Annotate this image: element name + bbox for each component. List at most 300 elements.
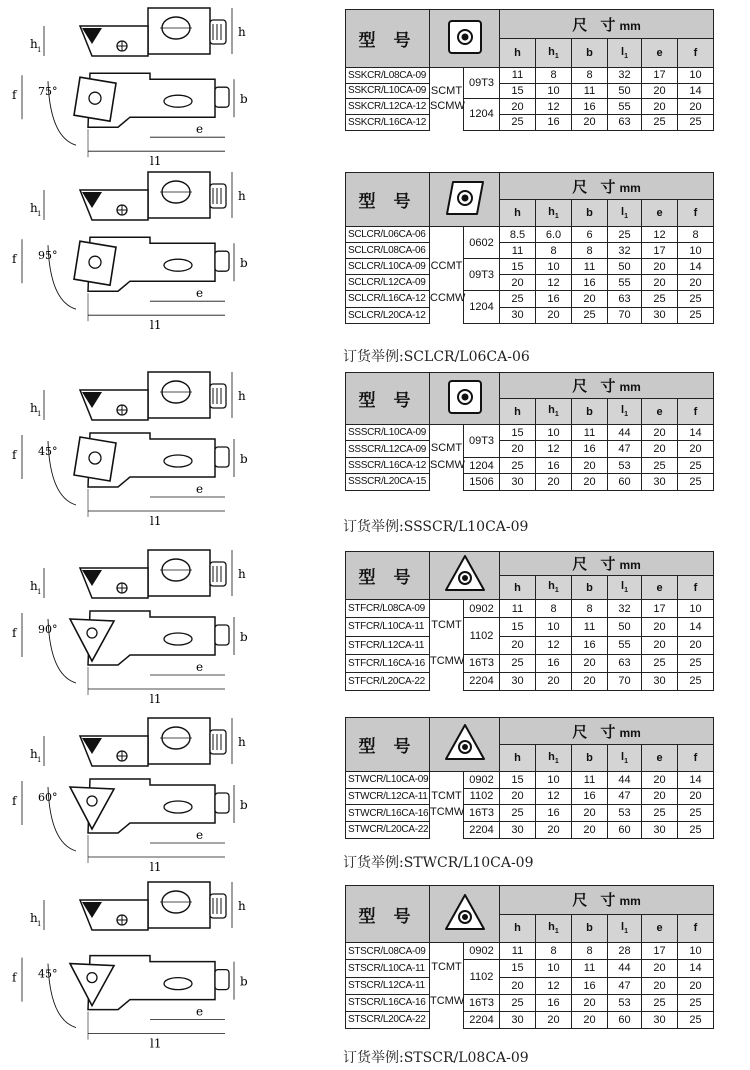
table-row <box>346 275 714 291</box>
order-example-label: 订货举例: <box>343 1050 404 1066</box>
dim-label-b: b <box>240 452 248 466</box>
header-dimensions <box>500 173 714 200</box>
dim-value-h: 30 <box>500 307 536 323</box>
dim-label-l1: l1 <box>150 1036 162 1051</box>
model-code: SSSCR/L10CA-09 <box>346 425 430 441</box>
angle-label: 75° <box>38 85 58 99</box>
dim-value-h1: 16 <box>536 805 572 822</box>
dim-value-b: 8 <box>572 600 608 618</box>
dim-value-e: 20 <box>642 425 678 441</box>
dim-value-h1: 8 <box>536 943 572 960</box>
dim-value-e: 20 <box>642 259 678 275</box>
model-code: STFCR/L12CA-11 <box>346 636 430 654</box>
dim-value-f: 20 <box>678 99 714 115</box>
triangle-insert-icon <box>443 552 487 596</box>
column-header-h1: $h_1$ <box>536 200 572 227</box>
insert-size: 2204 <box>464 821 500 838</box>
dim-value-e: 20 <box>642 83 678 99</box>
dim-value-f: 25 <box>678 672 714 690</box>
table-row <box>346 821 714 838</box>
dim-value-h1: 20 <box>536 1011 572 1028</box>
tool-section-ssscr <box>0 370 750 535</box>
dim-value-h: 25 <box>500 457 536 473</box>
column-header-l1: $l_1$ <box>608 576 642 600</box>
column-header-f: f <box>678 745 714 772</box>
column-header-f: f <box>678 576 714 600</box>
svg-text:h: h <box>238 567 246 581</box>
spec-table <box>345 717 714 839</box>
dim-value-h1: 10 <box>536 772 572 789</box>
header-unit: mm <box>619 894 641 909</box>
table-row <box>346 600 714 618</box>
header-insert <box>430 552 500 600</box>
column-header-f: f <box>678 914 714 943</box>
dim-value-h: 25 <box>500 994 536 1011</box>
angle-label: 60° <box>38 791 58 804</box>
order-example-code: SSSCR/L10CA-09 <box>403 519 529 535</box>
insert-grade-label: SCMT <box>430 442 463 455</box>
dim-value-h: 25 <box>500 115 536 131</box>
model-code: STWCR/L20CA-22 <box>346 821 430 838</box>
dim-value-b: 20 <box>572 821 608 838</box>
dim-value-e: 17 <box>642 943 678 960</box>
column-header-h: h <box>500 745 536 772</box>
model-code: SSKCR/L10CA-09 <box>346 83 430 99</box>
dim-value-f: 25 <box>678 291 714 307</box>
triangle-insert-icon <box>443 721 487 765</box>
dim-value-h1: 12 <box>536 788 572 805</box>
model-code: STWCR/L16CA-16 <box>346 805 430 822</box>
header-model: 型 号 <box>346 552 430 600</box>
dim-value-e: 12 <box>642 227 678 243</box>
dim-value-h: 20 <box>500 977 536 994</box>
dim-value-e: 30 <box>642 474 678 490</box>
column-header-b: b <box>572 399 608 425</box>
dim-value-e: 30 <box>642 307 678 323</box>
dim-value-h: 25 <box>500 805 536 822</box>
spec-table <box>345 372 714 491</box>
dim-value-h1: 10 <box>536 618 572 637</box>
insert-grade-label: TCMT <box>431 961 462 973</box>
dim-value-f: 25 <box>678 821 714 838</box>
square-insert-icon <box>443 15 487 59</box>
drawing-panel <box>0 370 260 528</box>
dim-label-l1: l1 <box>150 692 162 706</box>
column-header-l1: $l_1$ <box>608 200 642 227</box>
order-example <box>343 1047 529 1067</box>
table-row <box>346 654 714 672</box>
insert-size: 1506 <box>464 474 500 490</box>
column-header-h1: $h_1$ <box>536 745 572 772</box>
dim-value-l1: 44 <box>608 960 642 978</box>
dim-value-h1: 16 <box>536 291 572 307</box>
dim-value-h: 30 <box>500 474 536 490</box>
svg-text:h: h <box>238 25 246 39</box>
model-code: SCLCR/L20CA-12 <box>346 307 430 323</box>
model-code: STWCR/L12CA-11 <box>346 788 430 805</box>
header-insert <box>430 173 500 227</box>
svg-text:1: 1 <box>37 46 42 54</box>
header-unit: mm <box>619 380 641 394</box>
dim-value-b: 11 <box>572 960 608 978</box>
insert-size: 2204 <box>464 1011 500 1028</box>
dim-value-l1: 50 <box>608 618 642 637</box>
drawing-panel <box>0 548 260 706</box>
dim-label-b: b <box>240 798 248 812</box>
svg-text:h: h <box>30 911 38 925</box>
header-model: 型 号 <box>346 373 430 425</box>
model-code: STWCR/L10CA-09 <box>346 772 430 789</box>
insert-size: 16T3 <box>464 805 500 822</box>
header-insert <box>430 886 500 943</box>
insert-size: 0902 <box>464 772 500 789</box>
dim-label-f: f <box>12 252 17 267</box>
insert-size: 2204 <box>464 672 500 690</box>
insert-grade-label: CCMW <box>430 292 466 304</box>
dim-value-h: 20 <box>500 99 536 115</box>
drawing-panel <box>0 170 260 333</box>
table-row <box>346 994 714 1011</box>
dim-value-l1: 55 <box>608 99 642 115</box>
insert-size: 16T3 <box>464 654 500 672</box>
dim-value-e: 30 <box>642 672 678 690</box>
table-row <box>346 83 714 99</box>
dim-value-b: 16 <box>572 977 608 994</box>
dim-value-b: 25 <box>572 307 608 323</box>
insert-size: 1102 <box>464 788 500 805</box>
column-header-l1: $l_1$ <box>608 399 642 425</box>
svg-text:h: h <box>30 401 38 415</box>
dim-value-l1: 44 <box>608 772 642 789</box>
dim-value-h: 11 <box>500 943 536 960</box>
table-row <box>346 474 714 490</box>
header-dim-label: 尺 寸 <box>572 722 620 741</box>
dim-value-b: 8 <box>572 943 608 960</box>
dim-value-b: 20 <box>572 457 608 473</box>
dim-value-f: 20 <box>678 636 714 654</box>
header-dim-label: 尺 寸 <box>572 177 620 196</box>
model-code: SCLCR/L10CA-09 <box>346 259 430 275</box>
dim-value-l1: 60 <box>608 474 642 490</box>
header-dimensions <box>500 373 714 399</box>
dim-value-e: 20 <box>642 441 678 457</box>
header-dimensions <box>500 886 714 915</box>
dim-value-b: 11 <box>572 618 608 637</box>
spec-table <box>345 9 714 131</box>
dim-value-f: 20 <box>678 275 714 291</box>
dim-value-h1: 16 <box>536 457 572 473</box>
dim-label-f: f <box>12 88 17 103</box>
dim-value-b: 20 <box>572 805 608 822</box>
insert-size: 1204 <box>464 99 500 131</box>
insert-size: 16T3 <box>464 994 500 1011</box>
dim-value-b: 11 <box>572 425 608 441</box>
dim-value-f: 8 <box>678 227 714 243</box>
dim-value-h: 20 <box>500 788 536 805</box>
dim-label-e: e <box>196 122 204 137</box>
header-unit: mm <box>619 725 641 740</box>
dim-value-b: 16 <box>572 275 608 291</box>
dim-value-f: 10 <box>678 243 714 259</box>
angle-label: 45° <box>38 445 58 458</box>
rhombus-insert-icon <box>443 176 487 220</box>
dim-value-e: 20 <box>642 618 678 637</box>
table-row <box>346 960 714 978</box>
dim-value-h1: 16 <box>536 994 572 1011</box>
dim-value-b: 20 <box>572 654 608 672</box>
dim-label-e: e <box>196 1004 204 1019</box>
column-header-b: b <box>572 576 608 600</box>
dim-value-h: 15 <box>500 259 536 275</box>
dim-value-b: 16 <box>572 788 608 805</box>
model-code: STFCR/L16CA-16 <box>346 654 430 672</box>
dim-value-h: 15 <box>500 772 536 789</box>
dim-label-f: f <box>12 448 17 462</box>
model-code: SCLCR/L08CA-06 <box>346 243 430 259</box>
insert-size: 09T3 <box>464 259 500 291</box>
insert-size: 1204 <box>464 291 500 323</box>
dim-value-b: 20 <box>572 291 608 307</box>
dim-value-l1: 25 <box>608 227 642 243</box>
model-code: SSSCR/L20CA-15 <box>346 474 430 490</box>
table-row <box>346 943 714 960</box>
tool-holder-drawing <box>0 6 260 169</box>
model-code: SSKCR/L08CA-09 <box>346 68 430 84</box>
order-example <box>343 516 528 536</box>
dim-value-f: 14 <box>678 960 714 978</box>
table-row <box>346 227 714 243</box>
insert-size: 09T3 <box>464 425 500 458</box>
insert-grade-label: TCMW <box>430 806 465 818</box>
svg-text:h: h <box>30 201 38 215</box>
dim-value-l1: 50 <box>608 83 642 99</box>
dim-value-l1: 47 <box>608 788 642 805</box>
table-row <box>346 68 714 84</box>
angle-label: 95° <box>38 249 58 263</box>
dim-value-h1: 10 <box>536 425 572 441</box>
dim-value-h: 11 <box>500 243 536 259</box>
dim-value-l1: 47 <box>608 977 642 994</box>
dim-label-e: e <box>196 482 204 496</box>
dim-label-f: f <box>12 794 17 808</box>
dim-value-l1: 55 <box>608 636 642 654</box>
dim-label-f: f <box>12 970 17 985</box>
header-dimensions <box>500 552 714 576</box>
header-model: 型 号 <box>346 10 430 68</box>
dim-value-h1: 12 <box>536 275 572 291</box>
table-row <box>346 788 714 805</box>
dim-value-b: 11 <box>572 772 608 789</box>
order-example-code: SCLCR/L06CA-06 <box>403 349 530 365</box>
insert-grade <box>430 772 464 839</box>
dim-value-f: 20 <box>678 441 714 457</box>
header-dim-label: 尺 寸 <box>572 555 620 573</box>
insert-grade-label: TCMT <box>431 789 462 802</box>
dim-value-h1: 6.0 <box>536 227 572 243</box>
spec-table <box>345 172 714 324</box>
header-insert <box>430 718 500 772</box>
dim-value-f: 14 <box>678 772 714 789</box>
column-header-e: e <box>642 399 678 425</box>
dim-value-h: 11 <box>500 68 536 84</box>
column-header-b: b <box>572 745 608 772</box>
insert-grade-label: SCMW <box>430 458 465 471</box>
model-code: STSCR/L12CA-11 <box>346 977 430 994</box>
dim-label-b: b <box>240 630 248 644</box>
dim-value-e: 17 <box>642 68 678 84</box>
square-insert-icon <box>443 375 487 419</box>
svg-text:1: 1 <box>37 756 42 764</box>
dim-value-l1: 55 <box>608 275 642 291</box>
dim-value-h1: 12 <box>536 99 572 115</box>
table-row <box>346 115 714 131</box>
model-code: SSKCR/L12CA-12 <box>346 99 430 115</box>
dim-value-h1: 20 <box>536 474 572 490</box>
column-header-l1: $l_1$ <box>608 39 642 68</box>
dim-value-f: 25 <box>678 1011 714 1028</box>
spec-table <box>345 885 714 1029</box>
tool-holder-drawing <box>0 370 260 528</box>
insert-size: 1204 <box>464 457 500 473</box>
dim-value-f: 25 <box>678 654 714 672</box>
table-row <box>346 425 714 441</box>
drawing-panel <box>0 716 260 874</box>
dim-value-l1: 60 <box>608 821 642 838</box>
model-code: STSCR/L20CA-22 <box>346 1011 430 1028</box>
dim-value-b: 6 <box>572 227 608 243</box>
dim-value-h: 25 <box>500 291 536 307</box>
column-header-f: f <box>678 200 714 227</box>
column-header-h1: $h_1$ <box>536 399 572 425</box>
dim-value-h: 20 <box>500 636 536 654</box>
table-row <box>346 291 714 307</box>
header-dimensions <box>500 718 714 745</box>
dim-value-b: 20 <box>572 994 608 1011</box>
dim-value-h: 30 <box>500 821 536 838</box>
dim-value-h: 20 <box>500 441 536 457</box>
dim-value-b: 8 <box>572 243 608 259</box>
model-code: SSSCR/L12CA-09 <box>346 441 430 457</box>
header-model: 型 号 <box>346 718 430 772</box>
angle-label: 45° <box>38 967 58 981</box>
tool-section-sclcr <box>0 170 750 365</box>
dim-value-l1: 50 <box>608 259 642 275</box>
dim-value-h: 15 <box>500 425 536 441</box>
drawing-panel <box>0 6 260 169</box>
angle-label: 90° <box>38 623 58 636</box>
dim-value-b: 11 <box>572 83 608 99</box>
column-header-h1: $h_1$ <box>536 914 572 943</box>
insert-grade <box>430 600 464 691</box>
dim-value-f: 10 <box>678 600 714 618</box>
dim-value-h1: 12 <box>536 977 572 994</box>
tool-section-stwcr <box>0 716 750 876</box>
column-header-l1: $l_1$ <box>608 914 642 943</box>
column-header-e: e <box>642 745 678 772</box>
dim-value-h: 30 <box>500 1011 536 1028</box>
dim-label-l1: l1 <box>150 514 162 528</box>
dim-value-l1: 32 <box>608 243 642 259</box>
dim-value-l1: 32 <box>608 600 642 618</box>
dim-value-f: 25 <box>678 307 714 323</box>
insert-grade <box>430 227 464 324</box>
table-row <box>346 457 714 473</box>
dim-value-h1: 20 <box>536 307 572 323</box>
tool-holder-drawing <box>0 170 260 333</box>
dim-value-e: 20 <box>642 275 678 291</box>
table-row <box>346 307 714 323</box>
svg-text:1: 1 <box>37 920 42 928</box>
header-unit: mm <box>619 180 641 195</box>
order-example-label: 订货举例: <box>343 349 404 365</box>
table-row <box>346 805 714 822</box>
dim-label-b: b <box>240 92 248 107</box>
dim-value-h1: 8 <box>536 68 572 84</box>
dim-value-h1: 20 <box>536 672 572 690</box>
dim-value-h: 15 <box>500 83 536 99</box>
dim-value-l1: 47 <box>608 441 642 457</box>
dim-value-h1: 16 <box>536 115 572 131</box>
dim-value-l1: 53 <box>608 805 642 822</box>
dim-value-h1: 16 <box>536 654 572 672</box>
dim-value-f: 25 <box>678 994 714 1011</box>
table-row <box>346 672 714 690</box>
insert-grade-label: SCMW <box>430 100 465 112</box>
dim-value-e: 25 <box>642 457 678 473</box>
dim-value-f: 25 <box>678 805 714 822</box>
dim-value-e: 20 <box>642 788 678 805</box>
column-header-h: h <box>500 39 536 68</box>
dim-value-h1: 12 <box>536 636 572 654</box>
header-unit: mm <box>619 18 641 33</box>
model-code: STFCR/L20CA-22 <box>346 672 430 690</box>
insert-grade-label: TCMW <box>430 995 465 1007</box>
dim-value-b: 16 <box>572 441 608 457</box>
tool-section-sskcr <box>0 6 750 176</box>
dim-label-e: e <box>196 286 204 301</box>
svg-text:h: h <box>238 899 246 913</box>
insert-grade <box>430 943 464 1029</box>
dim-value-l1: 28 <box>608 943 642 960</box>
dim-value-b: 11 <box>572 259 608 275</box>
dim-value-e: 20 <box>642 977 678 994</box>
model-code: STSCR/L10CA-11 <box>346 960 430 978</box>
order-example <box>343 852 534 872</box>
column-header-b: b <box>572 914 608 943</box>
tool-holder-drawing <box>0 880 260 1060</box>
dim-value-e: 20 <box>642 772 678 789</box>
insert-size: 1102 <box>464 618 500 655</box>
table-row <box>346 636 714 654</box>
dim-value-h1: 8 <box>536 600 572 618</box>
dim-value-e: 25 <box>642 115 678 131</box>
dim-value-l1: 32 <box>608 68 642 84</box>
svg-text:h: h <box>30 747 38 761</box>
dim-value-e: 25 <box>642 805 678 822</box>
insert-grade <box>430 425 464 491</box>
column-header-e: e <box>642 914 678 943</box>
dim-value-h1: 20 <box>536 821 572 838</box>
table-row <box>346 772 714 789</box>
dim-label-l1: l1 <box>150 318 162 333</box>
dim-value-e: 25 <box>642 291 678 307</box>
column-header-h: h <box>500 914 536 943</box>
column-header-h1: $h_1$ <box>536 576 572 600</box>
column-header-f: f <box>678 399 714 425</box>
dim-value-h: 15 <box>500 618 536 637</box>
column-header-e: e <box>642 576 678 600</box>
dim-value-b: 8 <box>572 68 608 84</box>
